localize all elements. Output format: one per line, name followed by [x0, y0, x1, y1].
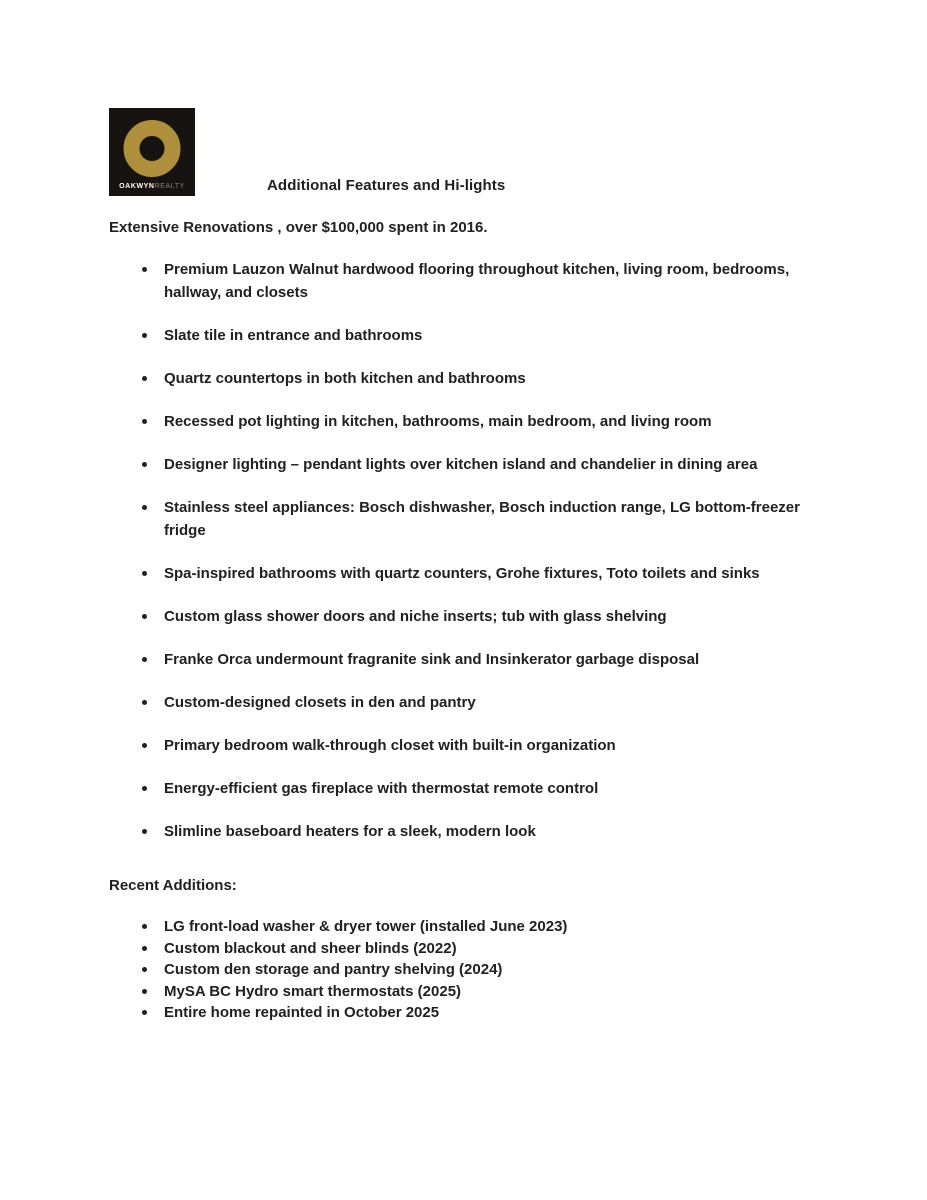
- list-item: [109, 648, 817, 671]
- list-item-text: Custom den storage and pantry shelving (2024): [164, 961, 503, 978]
- bullet-icon: [142, 376, 147, 381]
- bullet-icon: [142, 743, 147, 748]
- bullet-icon: [142, 1010, 147, 1015]
- list-item: [109, 562, 817, 585]
- list-item-text: MySA BC Hydro smart thermostats (2025): [164, 982, 462, 1000]
- oakwyn-logo: [109, 108, 195, 196]
- list-item-text: Primary bedroom walk-through closet with built-in organization: [164, 737, 616, 754]
- bullet-icon: [142, 267, 147, 272]
- intro-line: Extensive Renovations , over $100,000 spent in 2016.: [109, 219, 488, 236]
- header: [109, 108, 817, 196]
- list-item: [109, 959, 817, 981]
- list-item-text: Entire home repainted in October 2025: [164, 1004, 440, 1021]
- list-item-text: Slate tile in entrance and bathrooms: [164, 327, 423, 344]
- list-item: [109, 453, 817, 476]
- page-title: Additional Features and Hi-lights: [267, 177, 506, 194]
- list-item: [109, 734, 817, 757]
- list-item: [109, 1002, 817, 1024]
- features-list: [109, 258, 817, 843]
- list-item: [109, 938, 817, 960]
- list-item: [109, 605, 817, 628]
- bullet-icon: [142, 967, 147, 972]
- list-item: [109, 777, 817, 800]
- oakwyn-ring-icon: [124, 120, 181, 177]
- list-item-text: Custom blackout and sheer blinds (2022): [164, 939, 457, 957]
- logo-wordmark: [109, 183, 195, 190]
- list-item-text: Franke Orca undermount fragranite sink and Insinkerator garbage disposal: [164, 651, 700, 668]
- bullet-icon: [142, 946, 147, 951]
- list-item-text: Stainless steel appliances: Bosch dishwasher, Bosch induction range, LG bottom-freezer fridge: [164, 499, 800, 539]
- list-item: [109, 258, 817, 304]
- bullet-icon: [142, 924, 147, 929]
- list-item-text: Designer lighting – pendant lights over kitchen island and chandelier in dining area: [164, 456, 758, 473]
- bullet-icon: [142, 614, 147, 619]
- bullet-icon: [142, 333, 147, 338]
- recent-additions-list: [109, 916, 817, 1024]
- logo-brand-bold: OAKWYN: [119, 183, 155, 190]
- bullet-icon: [142, 829, 147, 834]
- list-item-text: Premium Lauzon Walnut hardwood flooring throughout kitchen, living room, bedrooms, hallway, and closets: [164, 261, 790, 301]
- list-item: [109, 691, 817, 714]
- bullet-icon: [142, 419, 147, 424]
- list-item: [109, 367, 817, 390]
- list-item: [109, 496, 817, 542]
- list-item-text: LG front-load washer & dryer tower (installed June 2023): [164, 918, 568, 935]
- bullet-icon: [142, 786, 147, 791]
- bullet-icon: [142, 505, 147, 510]
- list-item-text: Recessed pot lighting in kitchen, bathrooms, main bedroom, and living room: [164, 413, 712, 430]
- bullet-icon: [142, 657, 147, 662]
- list-item-text: Slimline baseboard heaters for a sleek, modern look: [164, 823, 536, 840]
- bullet-icon: [142, 571, 147, 576]
- list-item: [109, 410, 817, 433]
- logo-brand-light: REALTY: [154, 183, 185, 190]
- bullet-icon: [142, 462, 147, 467]
- list-item-text: Custom glass shower doors and niche inserts; tub with glass shelving: [164, 608, 667, 625]
- bullet-icon: [142, 700, 147, 705]
- list-item: [109, 820, 817, 843]
- list-item: [109, 324, 817, 347]
- bullet-icon: [142, 989, 147, 994]
- recent-additions-heading: Recent Additions:: [109, 877, 237, 894]
- list-item-text: Quartz countertops in both kitchen and bathrooms: [164, 370, 526, 387]
- list-item-text: Energy-efficient gas fireplace with thermostat remote control: [164, 780, 599, 797]
- list-item-text: Spa-inspired bathrooms with quartz counters, Grohe fixtures, Toto toilets and sinks: [164, 565, 760, 582]
- list-item: [109, 981, 817, 1003]
- list-item: [109, 916, 817, 938]
- list-item-text: Custom-designed closets in den and pantry: [164, 694, 476, 711]
